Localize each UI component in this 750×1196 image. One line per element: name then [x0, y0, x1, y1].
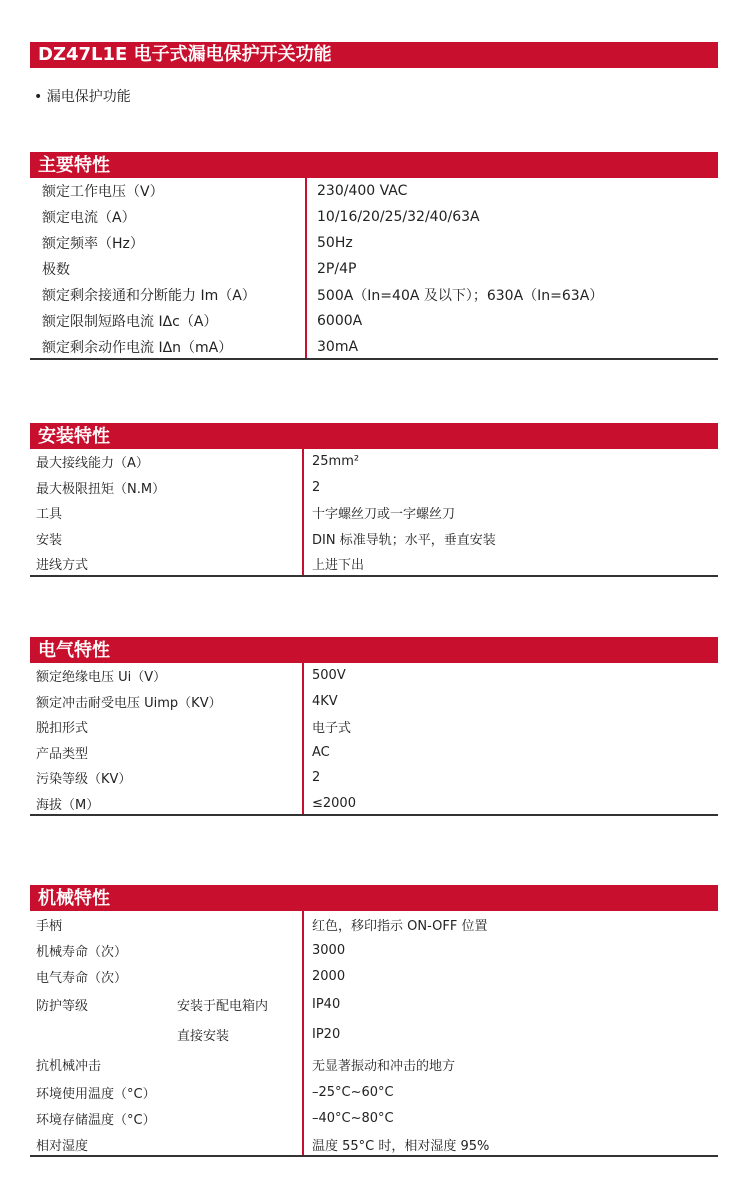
row-label: 额定冲击耐受电压 Uimp（KV） [36, 695, 222, 711]
table-row [30, 1079, 718, 1105]
table-row [30, 230, 718, 256]
row-value: 温度 55°C 时，相对湿度 95% [312, 1138, 490, 1154]
table-row [30, 663, 718, 689]
spec-table [30, 178, 718, 360]
row-value: ≤2000 [312, 795, 356, 811]
table-row [30, 1131, 718, 1157]
row-value: 上进下出 [312, 558, 365, 574]
electrical-characteristics-section [30, 637, 718, 816]
row-value: 50Hz [317, 235, 353, 251]
table-row [30, 178, 718, 204]
table-row [30, 551, 718, 577]
row-value: 电子式 [312, 721, 352, 737]
table-row [30, 937, 718, 963]
table-row [30, 1105, 718, 1131]
row-label: 脱扣形式 [36, 721, 89, 737]
row-label: 极数 [42, 262, 70, 278]
column-divider [302, 449, 304, 575]
row-value: 230/400 VAC [317, 183, 408, 199]
row-label: 最大极限扭矩（N.M） [36, 481, 166, 497]
row-value: 4KV [312, 693, 338, 709]
row-value: 2 [312, 479, 321, 495]
section-heading: 安装特性 [30, 423, 718, 449]
row-value: IP20 [312, 1026, 341, 1042]
row-label: 额定限制短路电流 IΔc（A） [42, 314, 218, 330]
table-row [30, 791, 718, 817]
row-label: 额定绝缘电压 Ui（V） [36, 670, 167, 686]
row-label: 防护等级 [36, 998, 89, 1014]
table-row [30, 475, 718, 501]
spec-table [30, 663, 718, 816]
row-sublabel: 直接安装 [177, 1028, 230, 1044]
table-row [30, 911, 718, 937]
installation-characteristics-section [30, 423, 718, 577]
page-title: DZ47L1E 电子式漏电保护开关功能 [38, 44, 332, 65]
row-value: 3000 [312, 942, 346, 958]
row-label: 额定工作电压（V） [42, 184, 164, 200]
row-label: 相对湿度 [36, 1138, 89, 1154]
table-row [30, 963, 718, 989]
spec-table [30, 449, 718, 577]
table-row [30, 449, 718, 475]
table-row [30, 282, 718, 308]
table-row [30, 308, 718, 334]
row-label: 进线方式 [36, 558, 89, 574]
row-value: 十字螺丝刀或一字螺丝刀 [312, 507, 456, 523]
table-row [30, 765, 718, 791]
row-label: 工具 [36, 507, 63, 523]
table-row [30, 334, 718, 360]
column-divider [302, 663, 304, 814]
row-value: 25mm² [312, 454, 360, 470]
row-label: 额定剩余动作电流 IΔn（mA） [42, 340, 233, 356]
section-heading: 电气特性 [30, 637, 718, 663]
row-value: 500V [312, 668, 346, 684]
row-label: 额定频率（Hz） [42, 236, 144, 252]
row-label: 最大接线能力（A） [36, 456, 149, 472]
row-value: AC [312, 744, 330, 760]
row-value: –40°C~80°C [312, 1110, 394, 1126]
table-row [30, 714, 718, 740]
table-row [30, 740, 718, 766]
page-title-banner [30, 42, 718, 68]
row-value: 无显著振动和冲击的地方 [312, 1058, 456, 1074]
row-value: 2P/4P [317, 261, 357, 277]
row-value: 2 [312, 770, 321, 786]
row-value: DIN 标准导轨；水平，垂直安装 [312, 532, 496, 548]
row-label: 污染等级（KV） [36, 772, 132, 788]
row-label: 安装 [36, 532, 63, 548]
column-divider [305, 178, 307, 358]
row-value: 30mA [317, 339, 359, 355]
row-value: IP40 [312, 996, 341, 1012]
table-row [30, 1019, 718, 1049]
row-label: 额定剩余接通和分断能力 Im（A） [42, 288, 256, 304]
row-label: 机械寿命（次） [36, 944, 128, 960]
main-characteristics-section [30, 152, 718, 360]
row-value: 红色，移印指示 ON-OFF 位置 [312, 918, 488, 934]
row-value: 500A（In=40A 及以下）；630A（In=63A） [317, 288, 604, 304]
spec-table [30, 911, 718, 1157]
row-value: 2000 [312, 968, 346, 984]
column-divider [302, 911, 304, 1155]
row-label: 电气寿命（次） [36, 970, 128, 986]
row-label: 抗机械冲击 [36, 1058, 102, 1074]
table-row [30, 689, 718, 715]
table-row [30, 526, 718, 552]
section-heading: 机械特性 [30, 885, 718, 911]
row-label: 海拔（M） [36, 797, 100, 813]
row-value: 6000A [317, 313, 363, 329]
row-sublabel: 安装于配电箱内 [177, 998, 269, 1014]
row-label: 环境存储温度（°C） [36, 1112, 156, 1128]
table-row [30, 500, 718, 526]
mechanical-characteristics-section [30, 885, 718, 1157]
table-row [30, 989, 718, 1019]
section-heading: 主要特性 [30, 152, 718, 178]
row-value: 10/16/20/25/32/40/63A [317, 209, 480, 225]
table-row [30, 1049, 718, 1079]
table-row [30, 204, 718, 230]
row-value: –25°C~60°C [312, 1084, 394, 1100]
row-label: 额定电流（A） [42, 210, 136, 226]
feature-bullet: • 漏电保护功能 [34, 89, 131, 105]
row-label: 环境使用温度（°C） [36, 1086, 156, 1102]
row-label: 产品类型 [36, 746, 89, 762]
table-row [30, 256, 718, 282]
row-label: 手柄 [36, 918, 63, 934]
